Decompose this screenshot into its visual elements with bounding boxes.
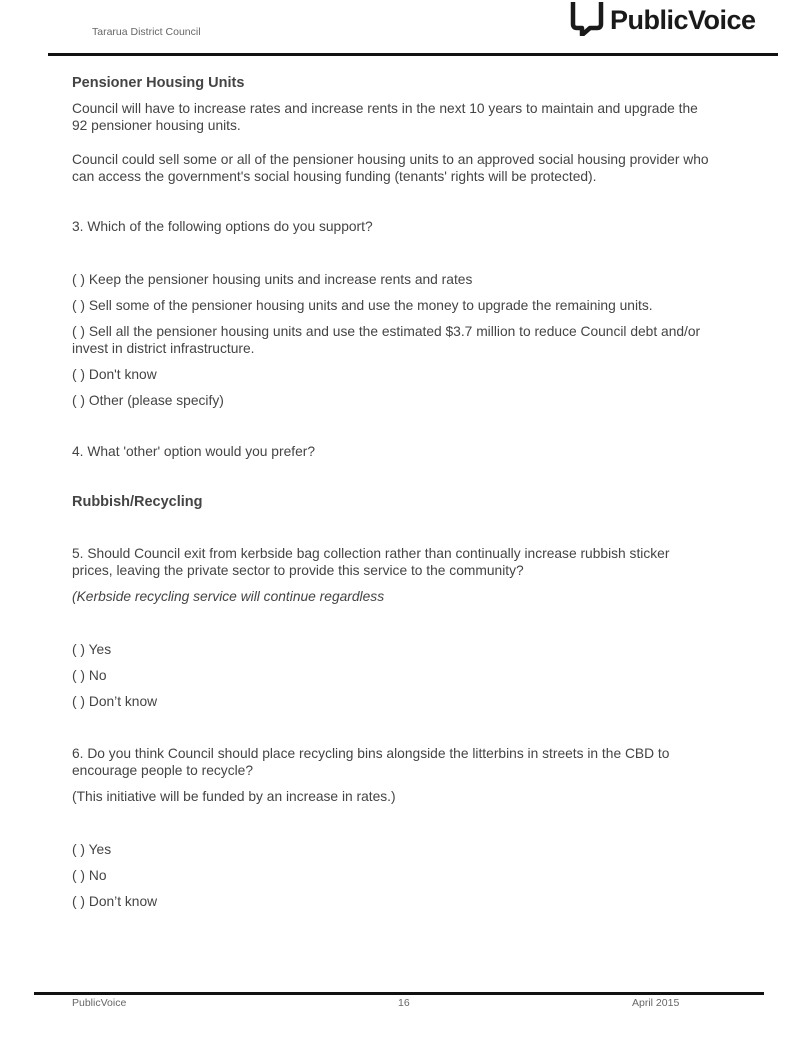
question-4: 4. What 'other' option would you prefer? [72, 444, 316, 459]
speech-bubble-icon [568, 0, 606, 36]
footer-divider [34, 992, 764, 995]
section-heading-rubbish: Rubbish/Recycling [72, 494, 203, 510]
option-sell-all[interactable]: ( ) Sell all the pensioner housing units and use the estimated $3.7 million to reduce Council debt and/or invest in district infrastructure. [72, 324, 701, 356]
question-3: 3. Which of the following options do you support? [72, 219, 373, 234]
question-5-note: (Kerbside recycling service will continue regardless [72, 589, 385, 604]
option-yes[interactable]: ( ) Yes [72, 642, 112, 657]
footer-brand: PublicVoice [72, 997, 127, 1009]
option-dont-know[interactable]: ( ) Don’t know [72, 894, 158, 909]
footer-date: April 2015 [632, 997, 680, 1009]
publicvoice-logo [568, 0, 756, 36]
option-dont-know[interactable]: ( ) Don’t know [72, 694, 158, 709]
document-body [72, 74, 712, 910]
header-divider [48, 53, 778, 56]
option-keep-units[interactable]: ( ) Keep the pensioner housing units and increase rents and rates [72, 272, 473, 287]
option-other[interactable]: ( ) Other (please specify) [72, 393, 224, 408]
page-number: 16 [398, 997, 410, 1009]
paragraph: Council could sell some or all of the pensioner housing units to an approved social housing provider who can access the government's social housing funding (tenants' rights will be protected). [72, 152, 709, 184]
logo-text: PublicVoice [610, 5, 756, 35]
paragraph: Council will have to increase rates and increase rents in the next 10 years to maintain and upgrade the 92 pensioner housing units. [72, 101, 698, 133]
header-org-name: Tararua District Council [92, 26, 201, 38]
option-dont-know[interactable]: ( ) Don't know [72, 367, 157, 382]
option-no[interactable]: ( ) No [72, 868, 107, 883]
question-5: 5. Should Council exit from kerbside bag collection rather than continually increase rubbish sticker prices, leaving the private sector to provide this service to the community? [72, 546, 670, 578]
question-6: 6. Do you think Council should place recycling bins alongside the litterbins in streets in the CBD to encourage people to recycle? [72, 746, 670, 778]
section-heading-pensioner-housing: Pensioner Housing Units [72, 75, 245, 91]
question-6-note: (This initiative will be funded by an increase in rates.) [72, 789, 396, 804]
option-yes[interactable]: ( ) Yes [72, 842, 112, 857]
option-no[interactable]: ( ) No [72, 668, 107, 683]
option-sell-some[interactable]: ( ) Sell some of the pensioner housing units and use the money to upgrade the remaining units. [72, 298, 653, 313]
